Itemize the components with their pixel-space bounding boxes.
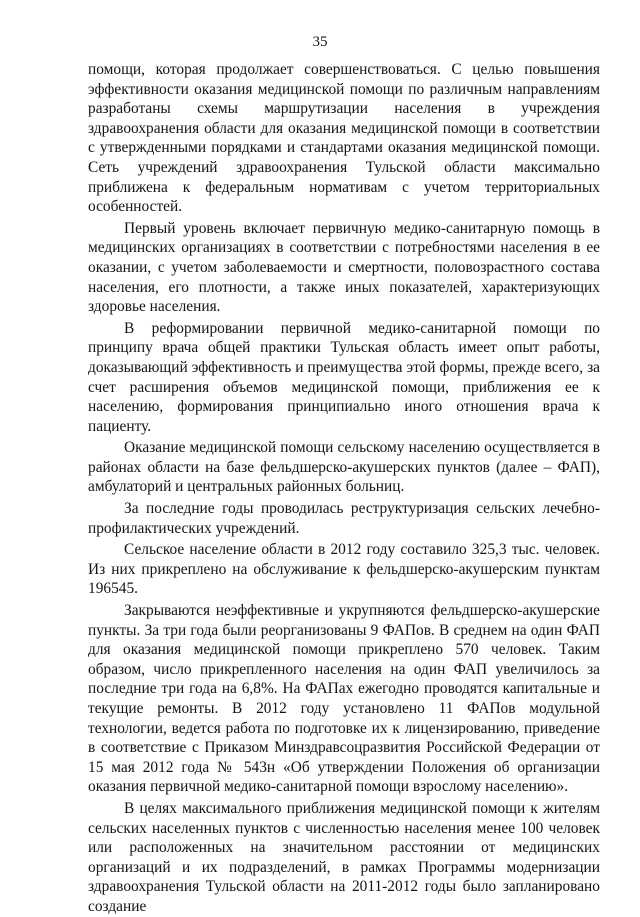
document-body (88, 60, 600, 917)
paragraph-continuation: помощи, которая продолжает совершенствоваться. С целью повышения эффективности оказания медицинской помощи по различным направлениям разработаны схемы маршрутизации населения в учреждения здравоохранения области для оказания медицинской помощи в соответствии с утвержденными порядками и стандартами оказания медицинской помощи. Сеть учреждений здравоохранения Тульской области максимально приближена к федеральным нормативам с учетом территориальных особенностей. (88, 61, 600, 216)
paragraph-rural-care: Оказание медицинской помощи сельскому населению осуществляется в районах области на базе фельдшерско-акушерских пунктов (далее – ФАП), амбулаторий и центральных районных больниц. (88, 439, 600, 496)
paragraph-rural-population: Сельское население области в 2012 году составило 325,3 тыс. человек. Из них прикреплено на обслуживание к фельдшерско-акушерским пунктам 196545. (88, 541, 600, 598)
paragraph-first-level: Первый уровень включает первичную медико-санитарную помощь в медицинских организациях в соответствии с потребностями населения в ее оказании, с учетом заболеваемости и смертности, половозрастного состава населения, его плотности, а также иных показателей, характеризующих здоровье населения. (88, 219, 600, 316)
paragraph-modernization: В целях максимального приближения медицинской помощи к жителям сельских населенных пунктов с численностью населения менее 100 человек или расположенных на значительном расстоянии от медицинских организаций и их подразделений, в рамках Программы модернизации здравоохранения Тульской области на 2011-2012 годы было запланировано создание (88, 799, 600, 915)
paragraph-restructuring: За последние годы проводилась реструктуризация сельских лечебно-профилактических учреждений. (88, 500, 600, 537)
page-number: 35 (312, 34, 328, 50)
paragraph-fap-consolidation: Закрываются неэффективные и укрупняются фельдшерско-акушерские пункты. За три года были реорганизованы 9 ФАПов. В среднем на один ФАП для оказания медицинской помощи прикреплено 570 человек. Таким образом, число прикрепленного населения на один ФАП увеличилось за последние три года на 6,8%. На ФАПах ежегодно проводятся капитальные и текущие ремонты. В 2012 году установлено 11 ФАПов модульной технологии, ведется работа по подготовке их к лицензированию, приведение в соответствие с Приказом Минздравсоцразвития Российской Федерации от 15 мая 2012 года № 543н «Об утверждении Положения об организации оказания первичной медико-санитарной помощи взрослому населению». (88, 602, 600, 796)
paragraph-reform: В реформировании первичной медико-санитарной помощи по принципу врача общей практики Тульская область имеет опыт работы, доказывающий эффективность и преимущества этой формы, прежде всего, за счет расширения объемов медицинской помощи, приближения ее к населению, формирования принципиально иного отношения врача к пациенту. (88, 319, 600, 435)
